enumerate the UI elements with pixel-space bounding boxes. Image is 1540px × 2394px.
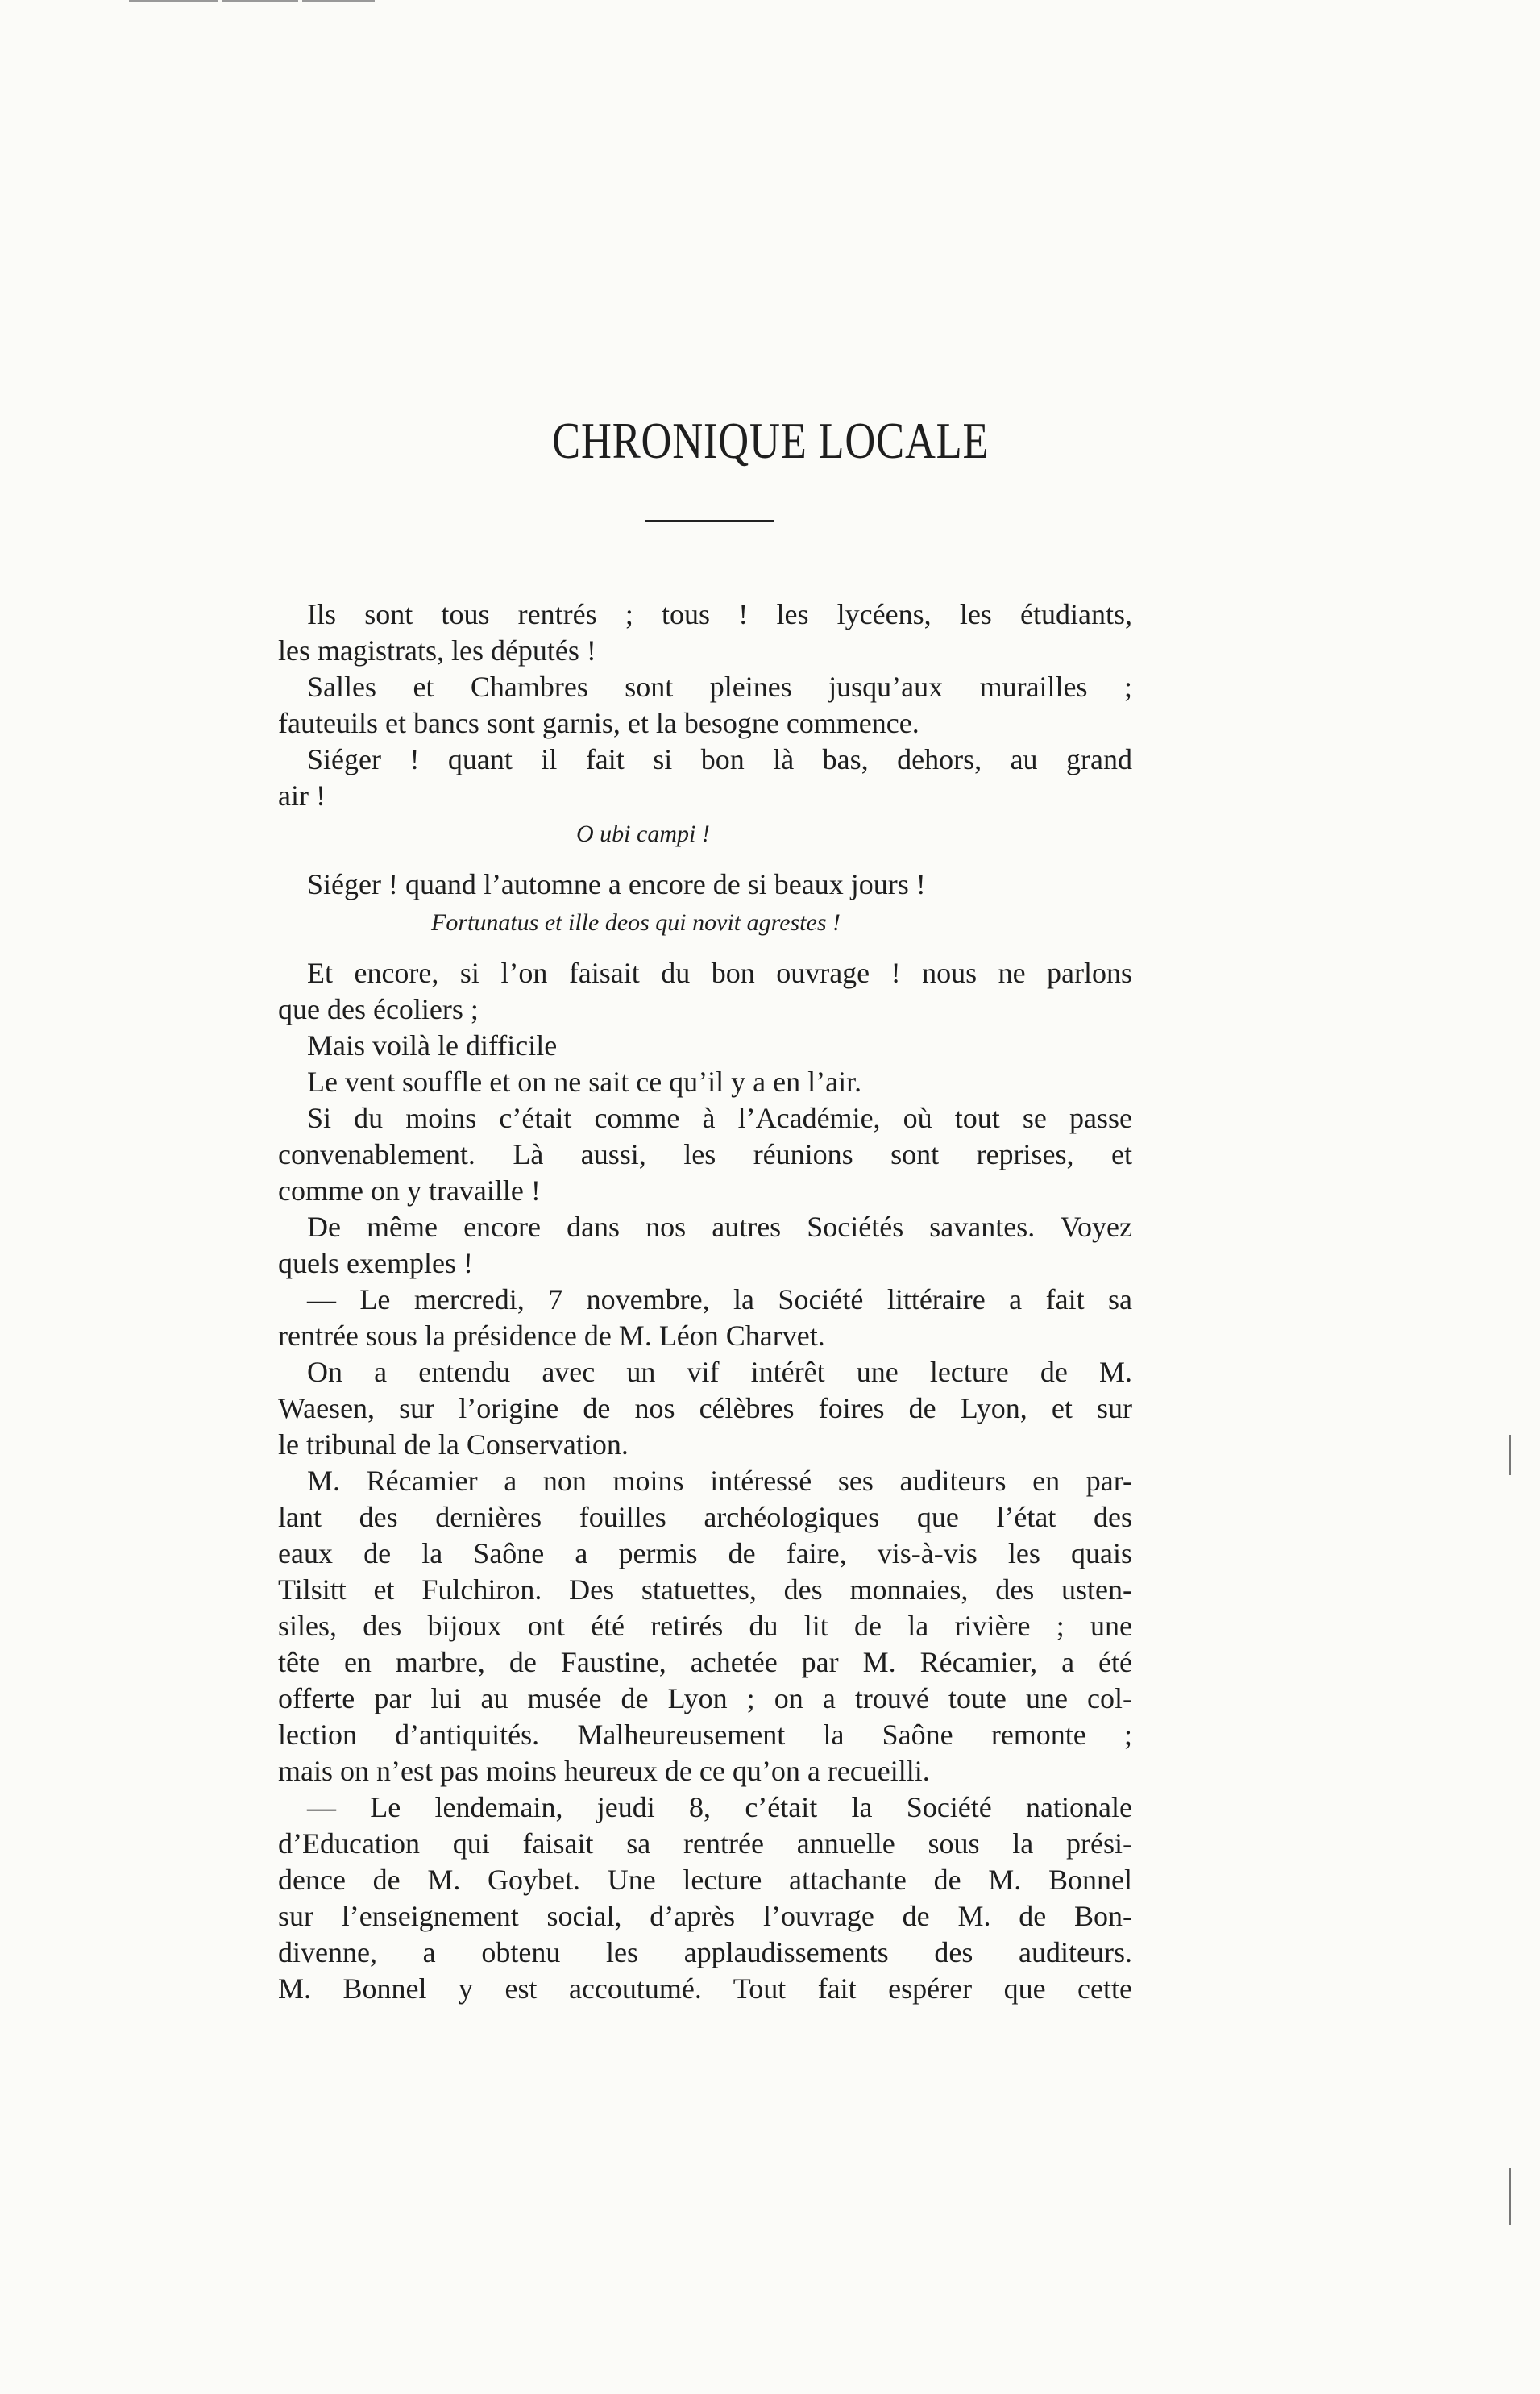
text-line: convenablement. Là aussi, les réunions sont reprises, et bbox=[278, 1138, 1132, 1170]
text-line: lection d’antiquités. Malheureusement la Saône remonte ; bbox=[278, 1719, 1132, 1751]
text-line: eaux de la Saône a permis de faire, vis-à-vis les quais bbox=[278, 1537, 1132, 1569]
page-title: CHRONIQUE LOCALE bbox=[552, 412, 990, 469]
text-line: que des écoliers ; bbox=[278, 993, 479, 1025]
text-line: quels exemples ! bbox=[278, 1247, 473, 1279]
text-line: — Le mercredi, 7 novembre, la Société littéraire a fait sa bbox=[307, 1283, 1132, 1315]
page-top-rule bbox=[129, 0, 218, 2]
page-edge-mark bbox=[1509, 2168, 1511, 2225]
article-body bbox=[278, 596, 1132, 2007]
paragraph bbox=[278, 955, 1132, 1028]
text-line: De même encore dans nos autres Sociétés savantes. Voyez bbox=[307, 1211, 1132, 1243]
text-line: Et encore, si l’on faisait du bon ouvrage ! nous ne parlons bbox=[307, 957, 1132, 989]
text-line: — Le lendemain, jeudi 8, c’était la Société nationale bbox=[307, 1791, 1132, 1823]
text-line: le tribunal de la Conservation. bbox=[278, 1428, 629, 1461]
text-line: Siéger ! quand l’automne a encore de si beaux jours ! bbox=[307, 868, 926, 900]
text-line: dence de M. Goybet. Une lecture attachante de M. Bonnel bbox=[278, 1864, 1132, 1896]
text-line: M. Récamier a non moins intéressé ses auditeurs en par- bbox=[307, 1465, 1132, 1497]
text-line: divenne, a obtenu les applaudissements des auditeurs. bbox=[278, 1936, 1132, 1968]
text-line: On a entendu avec un vif intérêt une lecture de M. bbox=[307, 1356, 1132, 1388]
latin-quote: O ubi campi ! bbox=[576, 821, 710, 847]
text-line: d’Education qui faisait sa rentrée annuelle sous la prési- bbox=[278, 1827, 1132, 1860]
paragraph bbox=[278, 1282, 1132, 1354]
text-line: Siéger ! quant il fait si bon là bas, dehors, au grand bbox=[307, 743, 1132, 775]
paragraph bbox=[278, 1209, 1132, 1282]
page-edge-mark bbox=[1509, 1435, 1511, 1475]
text-line: Tilsitt et Fulchiron. Des statuettes, des monnaies, des usten- bbox=[278, 1573, 1132, 1606]
page-top-rule bbox=[302, 0, 375, 2]
page-top-rule bbox=[222, 0, 298, 2]
text-line: Waesen, sur l’origine de nos célèbres foires de Lyon, et sur bbox=[278, 1392, 1132, 1424]
paragraph bbox=[278, 742, 1132, 814]
paragraph bbox=[278, 1064, 1132, 1100]
text-line: fauteuils et bancs sont garnis, et la besogne commence. bbox=[278, 707, 919, 739]
text-line: air ! bbox=[278, 779, 326, 812]
title-rule bbox=[645, 520, 774, 522]
paragraph bbox=[278, 596, 1132, 669]
paragraph bbox=[278, 1463, 1132, 1789]
text-line: Le vent souffle et on ne sait ce qu’il y a en l’air. bbox=[307, 1066, 862, 1098]
paragraph bbox=[278, 867, 1132, 903]
paragraph bbox=[278, 1100, 1132, 1209]
text-line: Si du moins c’était comme à l’Académie, où tout se passe bbox=[307, 1102, 1132, 1134]
paragraph bbox=[278, 669, 1132, 742]
text-line: comme on y travaille ! bbox=[278, 1174, 541, 1207]
paragraph bbox=[278, 1354, 1132, 1463]
text-line: M. Bonnel y est accoutumé. Tout fait espérer que cette bbox=[278, 1972, 1132, 2005]
text-line: sur l’enseignement social, d’après l’ouvrage de M. de Bon- bbox=[278, 1900, 1132, 1932]
text-line: lant des dernières fouilles archéologiques que l’état des bbox=[278, 1501, 1132, 1533]
text-line: rentrée sous la présidence de M. Léon Charvet. bbox=[278, 1320, 825, 1352]
text-line: tête en marbre, de Faustine, achetée par M. Récamier, a été bbox=[278, 1646, 1132, 1678]
latin-quote: Fortunatus et ille deos qui novit agrestes ! bbox=[431, 909, 841, 936]
text-line: Ils sont tous rentrés ; tous ! les lycéens, les étudiants, bbox=[307, 598, 1132, 630]
text-line: Mais voilà le difficile bbox=[307, 1029, 558, 1062]
text-line: siles, des bijoux ont été retirés du lit de la rivière ; une bbox=[278, 1610, 1132, 1642]
text-line: offerte par lui au musée de Lyon ; on a trouvé toute une col- bbox=[278, 1682, 1132, 1714]
paragraph bbox=[278, 1789, 1132, 2007]
paragraph bbox=[278, 1028, 1132, 1064]
text-line: mais on n’est pas moins heureux de ce qu’on a recueilli. bbox=[278, 1755, 930, 1787]
text-line: les magistrats, les députés ! bbox=[278, 634, 596, 667]
text-line: Salles et Chambres sont pleines jusqu’aux murailles ; bbox=[307, 671, 1132, 703]
